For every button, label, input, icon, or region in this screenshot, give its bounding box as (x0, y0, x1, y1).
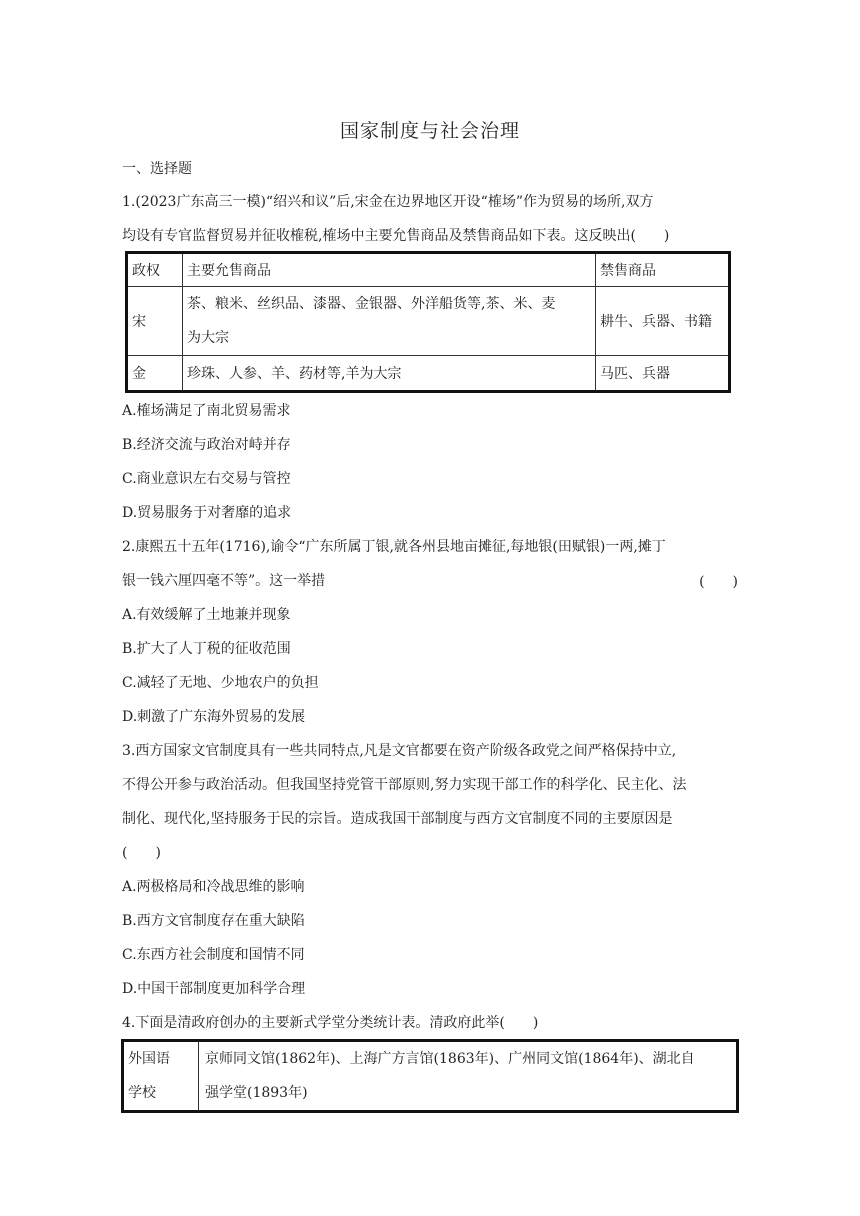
allowed-line: 珍珠、人参、羊、药材等,羊为大宗 (187, 366, 402, 382)
q2-line-1: 2.康熙五十五年(1716),谕令“广东所属丁银,就各州县地亩摊征,每地银(田赋银)一两,摊丁 (122, 539, 666, 555)
table-cell-banned: 马匹、兵器 (596, 356, 730, 392)
q3-line-3: 制化、现代化,坚持服务于民的宗旨。造成我国干部制度与西方文官制度不同的主要原因是 (122, 811, 673, 827)
q1-option-a: A.榷场满足了南北贸易需求 (122, 403, 291, 419)
table-row (123, 1041, 738, 1112)
allowed-line: 茶、粮米、丝织品、漆器、金银器、外洋船货等,茶、米、麦 (187, 296, 556, 312)
q2-option-d: D.刺激了广东海外贸易的发展 (122, 709, 306, 725)
q1-line-1: 1.(2023广东高三一模)“绍兴和议”后,宋金在边界地区开设“榷场”作为贸易的场所,双方 (122, 194, 654, 210)
table-header-row (127, 253, 730, 287)
category-line: 学校 (128, 1085, 156, 1101)
q3-line-4: ( ) (122, 845, 161, 861)
q2-option-b: B.扩大了人丁税的征收范围 (122, 641, 291, 657)
q3-option-a: A.两极格局和冷战思维的影响 (122, 879, 305, 895)
q1-option-c: C.商业意识左右交易与管控 (122, 471, 291, 487)
schools-line: 强学堂(1893年) (205, 1085, 308, 1101)
table-row (127, 356, 730, 392)
table-cell-regime: 宋 (127, 287, 183, 356)
allowed-line: 为大宗 (187, 330, 229, 346)
table-header-cell: 主要允售商品 (183, 253, 596, 287)
q1-option-b: B.经济交流与政治对峙并存 (122, 437, 291, 453)
q3-option-d: D.中国干部制度更加科学合理 (122, 981, 306, 997)
table-cell-schools (199, 1041, 738, 1112)
q3-line-2: 不得公开参与政治活动。但我国坚持党管干部原则,努力实现干部工作的科学化、民主化、法 (122, 777, 687, 793)
category-line: 外国语 (128, 1051, 170, 1067)
table-header-cell: 禁售商品 (596, 253, 730, 287)
table-cell-regime: 金 (127, 356, 183, 392)
q1-option-d: D.贸易服务于对奢靡的追求 (122, 505, 292, 521)
q4-schools-table (121, 1039, 739, 1113)
table-cell-allowed (183, 287, 596, 356)
table-cell-allowed (183, 356, 596, 392)
q3-option-c: C.东西方社会制度和国情不同 (122, 947, 305, 963)
q1-line-2: 均设有专官监督贸易并征收榷税,榷场中主要允售商品及禁售商品如下表。这反映出( ) (122, 228, 670, 244)
table-header-cell: 政权 (127, 253, 183, 287)
q2-answer-paren: ( ) (699, 574, 738, 590)
q2-option-c: C.减轻了无地、少地农户的负担 (122, 675, 319, 691)
page-title: 国家制度与社会治理 (339, 120, 520, 142)
section-heading: 一、选择题 (122, 161, 192, 177)
q2-line-2: 银一钱六厘四毫不等”。这一举措 (122, 573, 326, 589)
schools-line: 京师同文馆(1862年)、上海广方言馆(1863年)、广州同文馆(1864年)、湖北自 (205, 1051, 695, 1067)
q3-option-b: B.西方文官制度存在重大缺陷 (122, 913, 305, 929)
q3-line-1: 3.西方国家文官制度具有一些共同特点,凡是文官都要在资产阶级各政党之间严格保持中立, (122, 743, 677, 759)
q4-line-1: 4.下面是清政府创办的主要新式学堂分类统计表。清政府此举( ) (122, 1015, 539, 1031)
table-cell-category (123, 1041, 199, 1112)
table-row (127, 287, 730, 356)
q2-option-a: A.有效缓解了土地兼并现象 (122, 607, 291, 623)
table-cell-banned: 耕牛、兵器、书籍 (596, 287, 730, 356)
q1-trade-table (125, 251, 731, 393)
